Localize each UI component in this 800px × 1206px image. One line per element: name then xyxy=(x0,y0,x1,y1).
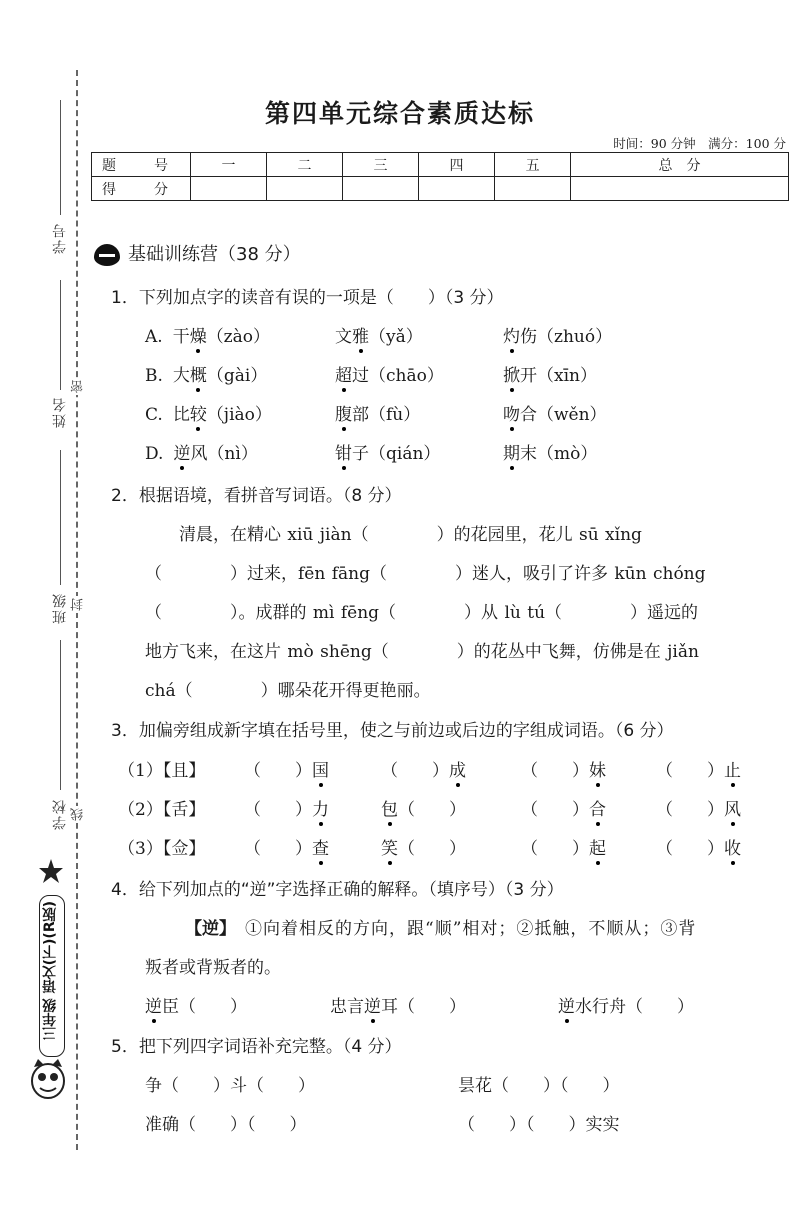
option-letter: C. xyxy=(145,405,163,425)
word-blank[interactable]: （ ）查 xyxy=(244,834,329,859)
score-table-col: 四 xyxy=(419,153,495,177)
emphasis-char: 掀 xyxy=(503,361,520,386)
emphasis-char: 查 xyxy=(312,834,329,859)
word-blank[interactable]: （ ）成 xyxy=(381,756,466,781)
emphasis-char: 期 xyxy=(503,439,520,464)
option-item: D. 逆风（nì） xyxy=(145,439,258,464)
word-blank[interactable]: 笑（ ） xyxy=(381,834,466,859)
score-table-col: 二 xyxy=(267,153,343,177)
pinyin: （zào） xyxy=(206,327,271,347)
seal-mark: 封 xyxy=(71,598,86,611)
passage-line: chá（ ）哪朵花开得更艳丽。 xyxy=(145,681,431,701)
passage-line: （ ）过来，fēn fāng（ ）迷人，吸引了许多 kūn chóng xyxy=(145,564,706,584)
emphasis-char: 逆 xyxy=(558,992,575,1017)
pinyin: （gài） xyxy=(206,366,268,386)
word-blank[interactable]: （ ）国 xyxy=(244,756,329,781)
option-item: 吻合（wěn） xyxy=(503,400,607,425)
emphasis-char: 超 xyxy=(335,361,352,386)
line-mark: 线 xyxy=(71,808,86,821)
idiom-blank[interactable]: 准确（ ）（ ） xyxy=(145,1115,307,1135)
student-id-label: 学号 xyxy=(52,222,68,254)
option-item: 灼伤（zhuó） xyxy=(503,322,612,347)
score-cell[interactable] xyxy=(419,177,495,201)
emphasis-char: 钳 xyxy=(335,439,352,464)
radical-label: （3）【佥】 xyxy=(118,839,206,859)
meaning-blank[interactable]: 逆水行舟（ ） xyxy=(558,992,694,1017)
idiom-blank[interactable]: 昙花（ ）（ ） xyxy=(458,1076,620,1096)
score-cell[interactable] xyxy=(343,177,419,201)
score-cell[interactable] xyxy=(495,177,571,201)
emphasis-char: 力 xyxy=(312,795,329,820)
meaning-blank[interactable]: 忠言逆耳（ ） xyxy=(330,992,466,1017)
emphasis-char: 逆 xyxy=(364,992,381,1017)
passage-line: 地方飞来，在这片 mò shēng（ ）的花丛中飞舞，仿佛是在 jiǎn xyxy=(145,642,699,662)
score-table-col: 三 xyxy=(343,153,419,177)
pinyin: （zhuó） xyxy=(537,327,613,347)
question-stem: 3．加偏旁组成新字填在括号里，使之与前边或后边的字组成词语。（6 分） xyxy=(111,721,674,741)
pinyin: （jiào） xyxy=(206,405,272,425)
pinyin: （chāo） xyxy=(369,366,444,386)
option-item: 期末（mò） xyxy=(503,439,597,464)
pinyin: （mò） xyxy=(537,444,598,464)
score-table-header: 题 号 xyxy=(92,153,191,177)
word-blank[interactable]: （ ）风 xyxy=(656,795,741,820)
word-blank[interactable]: （ ）力 xyxy=(244,795,329,820)
definition-text: ①向着相反的方向，跟“顺”相对；②抵触，不顺从；③背 xyxy=(245,919,697,939)
score-table xyxy=(91,152,789,201)
name-line xyxy=(60,280,61,390)
score-table-col: 一 xyxy=(191,153,267,177)
section-title: 基础训练营（38 分） xyxy=(128,244,301,265)
pinyin: （xīn） xyxy=(537,366,597,386)
time-info: 时间：90 分钟 满分：100 分 xyxy=(613,136,786,151)
option-item: 钳子（qián） xyxy=(335,439,440,464)
word-blank[interactable]: （ ）妹 xyxy=(521,756,606,781)
definition-text: 叛者或背叛者的。 xyxy=(145,958,281,978)
option-item: A. 干燥（zào） xyxy=(145,322,270,347)
emphasis-char: 妹 xyxy=(589,756,606,781)
emphasis-char: 包 xyxy=(381,795,398,820)
class-line xyxy=(60,450,61,585)
idiom-blank[interactable]: 争（ ）斗（ ） xyxy=(145,1076,315,1096)
option-item: 文雅（yǎ） xyxy=(335,322,423,347)
school-label: 学校 xyxy=(52,798,68,830)
option-item: B. 大概（gài） xyxy=(145,361,267,386)
question-stem: 2．根据语境，看拼音写词语。（8 分） xyxy=(111,486,402,506)
emphasis-char: 成 xyxy=(449,756,466,781)
emphasis-char: 止 xyxy=(724,756,741,781)
brand-text: 三年级 语文(下)(R版) xyxy=(42,901,58,1041)
score-cell[interactable] xyxy=(267,177,343,201)
class-label: 班级 xyxy=(52,592,68,624)
pinyin: （yǎ） xyxy=(369,327,423,347)
emphasis-char: 腹 xyxy=(335,400,352,425)
word-blank[interactable]: 包（ ） xyxy=(381,795,466,820)
pinyin: （wěn） xyxy=(537,405,607,425)
section-badge xyxy=(94,244,120,266)
option-item: 超过（chāo） xyxy=(335,361,444,386)
page-title: 第四单元综合素质达标 xyxy=(264,99,535,128)
meaning-blank[interactable]: 逆臣（ ） xyxy=(145,992,247,1017)
option-item: 掀开（xīn） xyxy=(503,361,597,386)
emphasis-char: 逆 xyxy=(173,439,190,464)
pinyin: （nì） xyxy=(207,444,258,464)
emphasis-char: 国 xyxy=(312,756,329,781)
word-blank[interactable]: （ ）收 xyxy=(656,834,741,859)
word-blank[interactable]: （ ）起 xyxy=(521,834,606,859)
word-blank[interactable]: （ ）止 xyxy=(656,756,741,781)
option-letter: B. xyxy=(145,366,163,386)
passage-line: 清晨，在精心 xiū jiàn（ ）的花园里，花儿 sū xǐng xyxy=(145,525,642,545)
score-table-header: 得 分 xyxy=(92,177,191,201)
score-cell[interactable] xyxy=(571,177,789,201)
score-table-col: 总 分 xyxy=(571,153,789,177)
emphasis-char: 较 xyxy=(190,400,207,425)
emphasis-char: 收 xyxy=(724,834,741,859)
option-item: 腹部（fù） xyxy=(335,400,420,425)
star-icon xyxy=(36,855,66,895)
score-table-col: 五 xyxy=(495,153,571,177)
emphasis-char: 吻 xyxy=(503,400,520,425)
school-line xyxy=(60,640,61,790)
emphasis-char: 起 xyxy=(589,834,606,859)
emphasis-char: 概 xyxy=(190,361,207,386)
question-stem: 4．给下列加点的“逆”字选择正确的解释。（填序号）（3 分） xyxy=(111,880,564,900)
emphasis-char: 雅 xyxy=(352,322,369,347)
pinyin: （qián） xyxy=(369,444,441,464)
idiom-blank[interactable]: （ ）（ ）实实 xyxy=(458,1115,620,1135)
question-stem: 1．下列加点字的读音有误的一项是（ ）（3 分） xyxy=(111,288,504,308)
option-letter: A. xyxy=(145,327,163,347)
name-label: 姓名 xyxy=(52,396,68,428)
pinyin: （fù） xyxy=(369,405,421,425)
emphasis-char: 合 xyxy=(589,795,606,820)
emphasis-char: 逆 xyxy=(145,992,162,1017)
emphasis-char: 燥 xyxy=(190,322,207,347)
mascot-icon xyxy=(28,1055,70,1105)
option-item: C. 比较（jiào） xyxy=(145,400,272,425)
emphasis-char: 笑 xyxy=(381,834,398,859)
brand-tag xyxy=(36,855,66,1070)
definition-head: 【逆】 xyxy=(185,919,236,939)
question-stem: 5．把下列四字词语补充完整。（4 分） xyxy=(111,1037,402,1057)
radical-label: （1）【且】 xyxy=(118,761,206,781)
radical-label: （2）【舌】 xyxy=(118,800,206,820)
emphasis-char: 灼 xyxy=(503,322,520,347)
passage-line: （ ）。成群的 mì fēng（ ）从 lù tú（ ）遥远的 xyxy=(145,603,699,623)
word-blank[interactable]: （ ）合 xyxy=(521,795,606,820)
score-cell[interactable] xyxy=(191,177,267,201)
seal-mark: 密 xyxy=(71,380,86,393)
option-letter: D. xyxy=(145,444,164,464)
emphasis-char: 风 xyxy=(724,795,741,820)
